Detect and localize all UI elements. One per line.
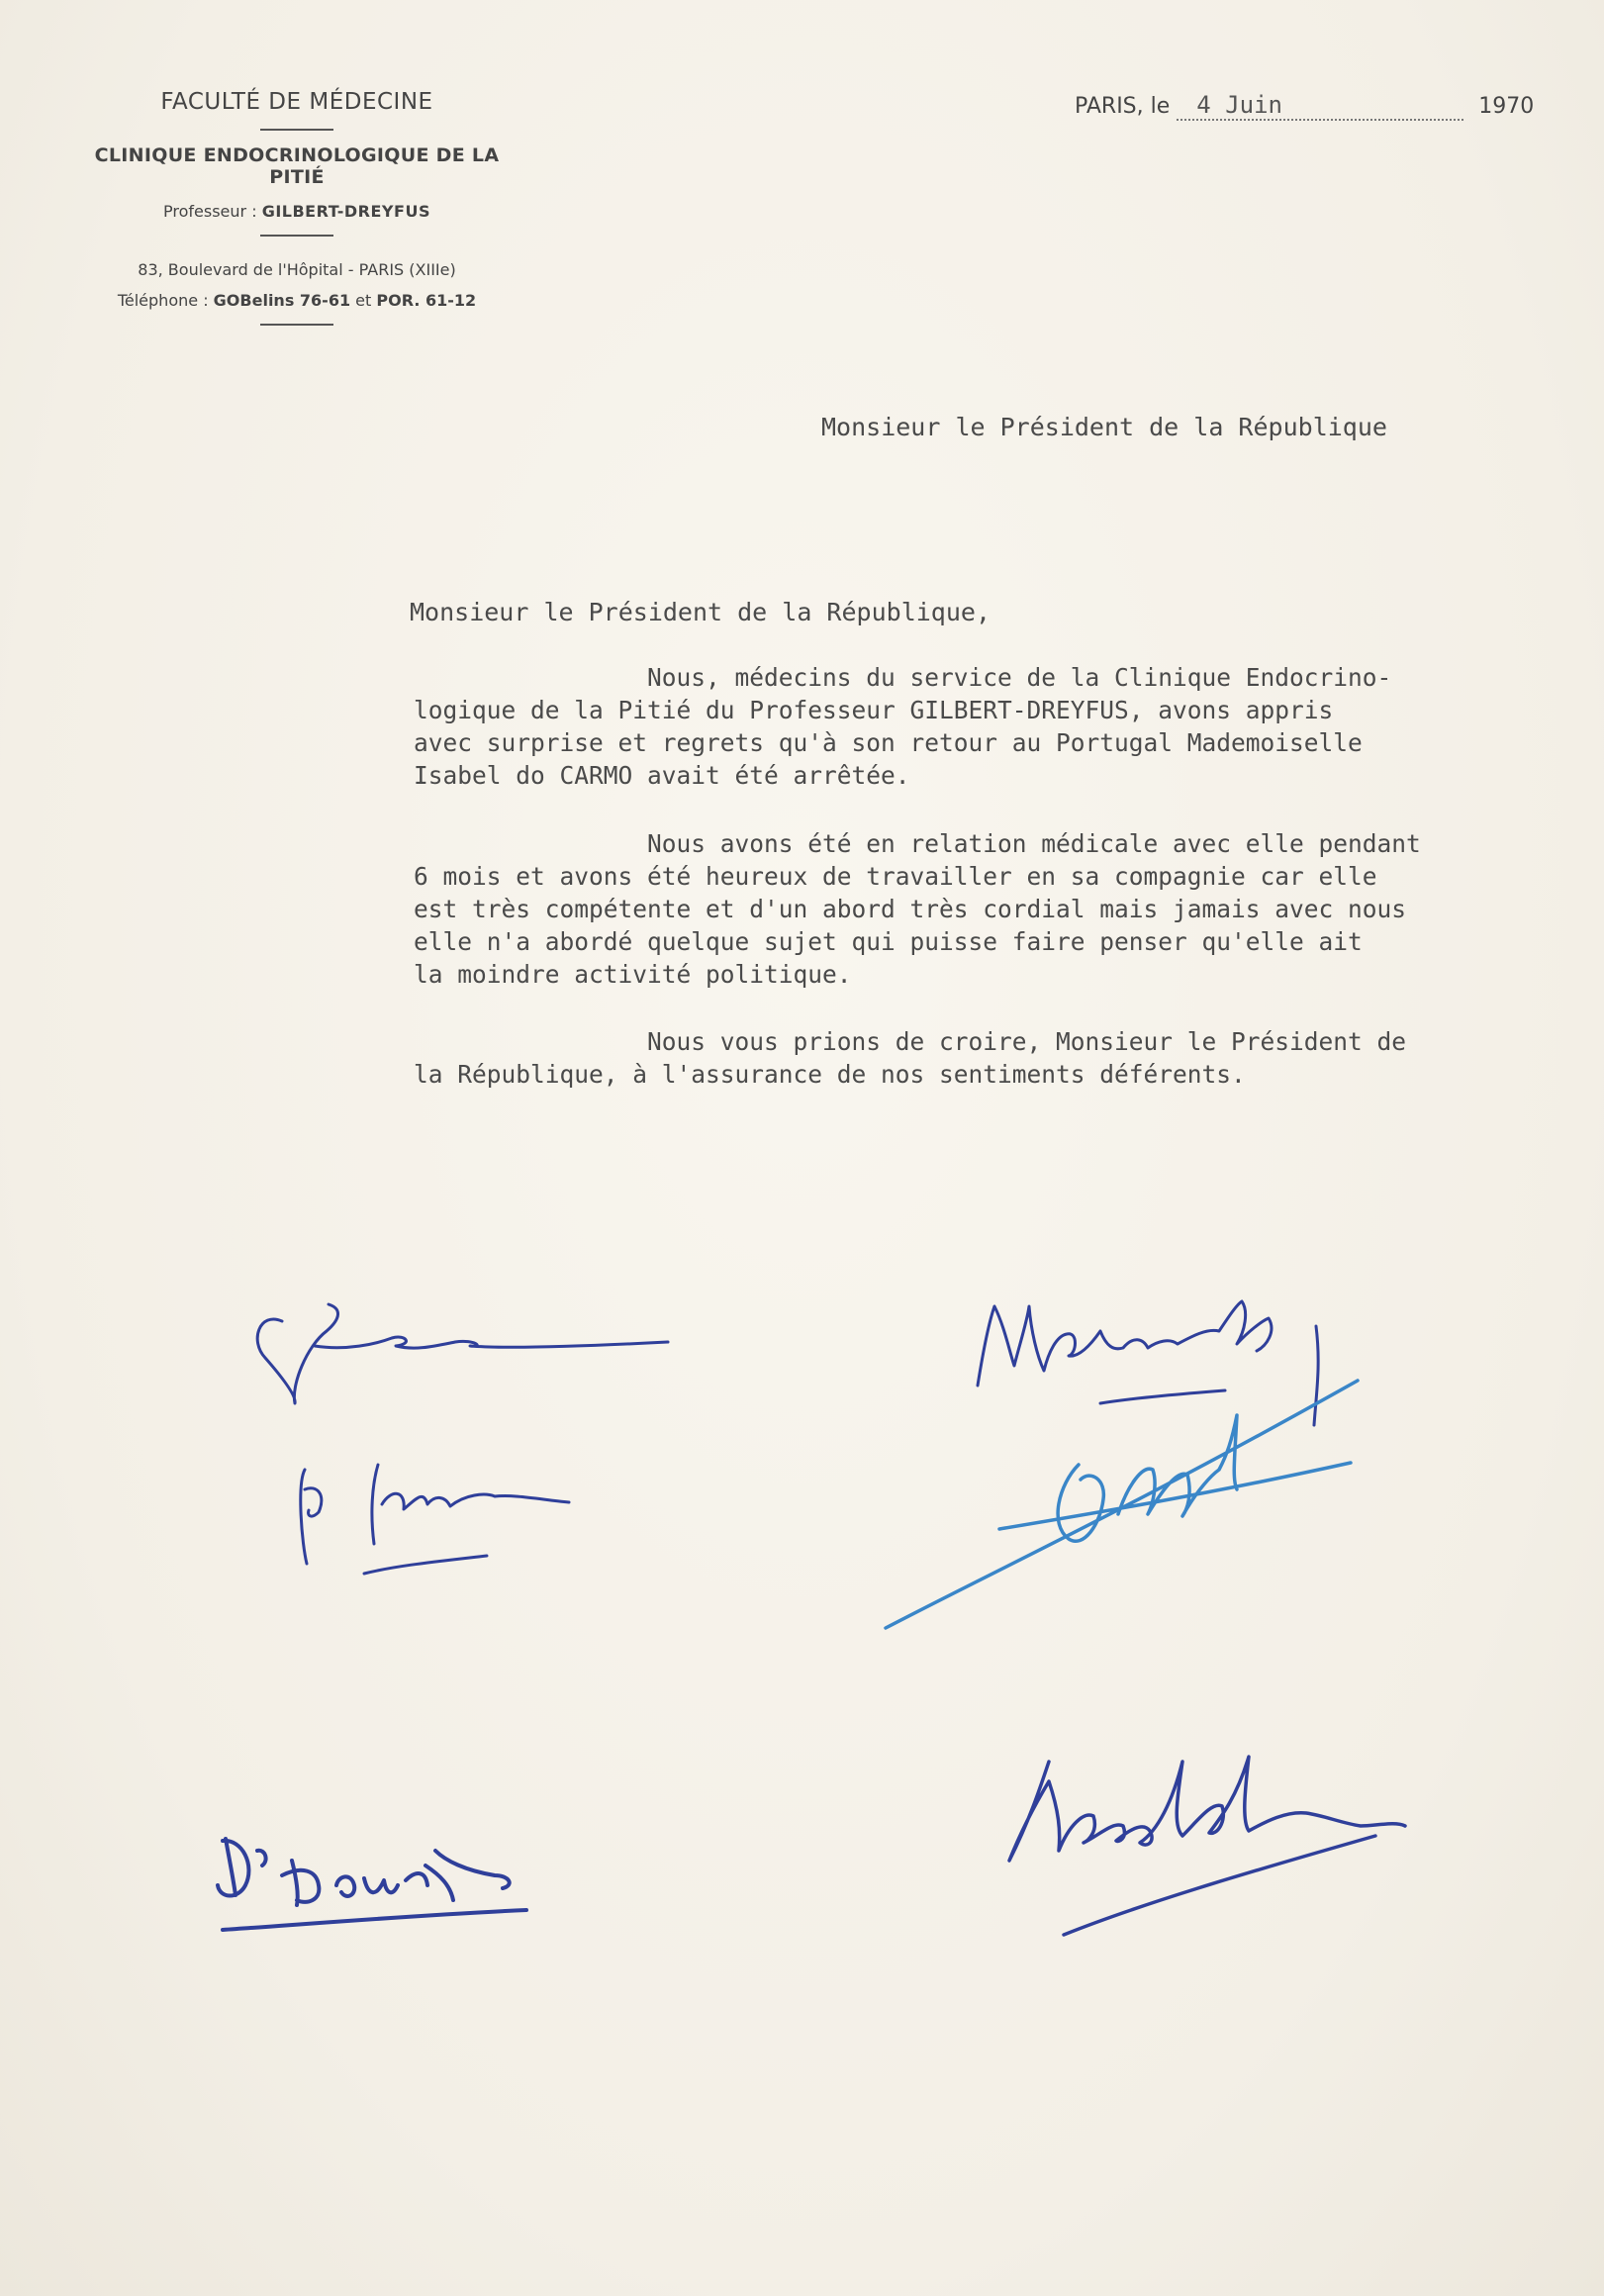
faculty-name: FACULTÉ DE MÉDECINE	[160, 89, 433, 115]
signature-5	[218, 1839, 526, 1930]
clinic-address: 83, Boulevard de l'Hôpital - PARIS (XIIIe)	[138, 260, 456, 279]
phone-and: et	[355, 291, 372, 310]
recipient-line: Monsieur le Président de la République	[821, 413, 1387, 441]
signature-3	[978, 1301, 1318, 1425]
date-year: 1970	[1478, 94, 1535, 119]
phone-number-2: POR. 61-12	[376, 291, 477, 310]
phone-separator: :	[203, 291, 209, 310]
clinic-name: CLINIQUE ENDOCRINOLOGIQUE DE LA PITIÉ	[94, 144, 500, 188]
paragraph-1: Nous, médecins du service de la Clinique Endocrino- logique de la Pitié du Professeur GILBERT-DREYFUS, avons appris avec surprise et regrets qu'à son retour au Portugal Mademoiselle Isabel do CARMO avait été arrêtée.	[414, 663, 1392, 790]
signature-6	[1009, 1757, 1405, 1935]
handwritten-date: 4 Juin	[1177, 91, 1463, 121]
paragraph-2: Nous avons été en relation médicale avec elle pendant 6 mois et avons été heureux de travailler en sa compagnie car elle est très compétente et d'un abord très cordial mais jamais avec nous elle n'a abordé quelque sujet qui puisse faire penser qu'elle ait la moindre activité politique.	[414, 829, 1421, 989]
signature-1	[257, 1304, 668, 1403]
signature-2	[301, 1465, 569, 1574]
professor-separator: :	[251, 202, 257, 221]
date-place: PARIS, le	[1075, 94, 1171, 119]
phone-label: Téléphone	[117, 291, 199, 310]
phone-number-1: GOBelins 76-61	[213, 291, 351, 310]
professor-name: GILBERT-DREYFUS	[261, 202, 430, 221]
professor-label: Professeur	[163, 202, 247, 221]
paragraph-3: Nous vous prions de croire, Monsieur le Président de la République, à l'assurance de nos sentiments déférents.	[414, 1027, 1407, 1089]
salutation: Monsieur le Président de la République,	[410, 598, 991, 626]
signature-4	[886, 1381, 1358, 1628]
